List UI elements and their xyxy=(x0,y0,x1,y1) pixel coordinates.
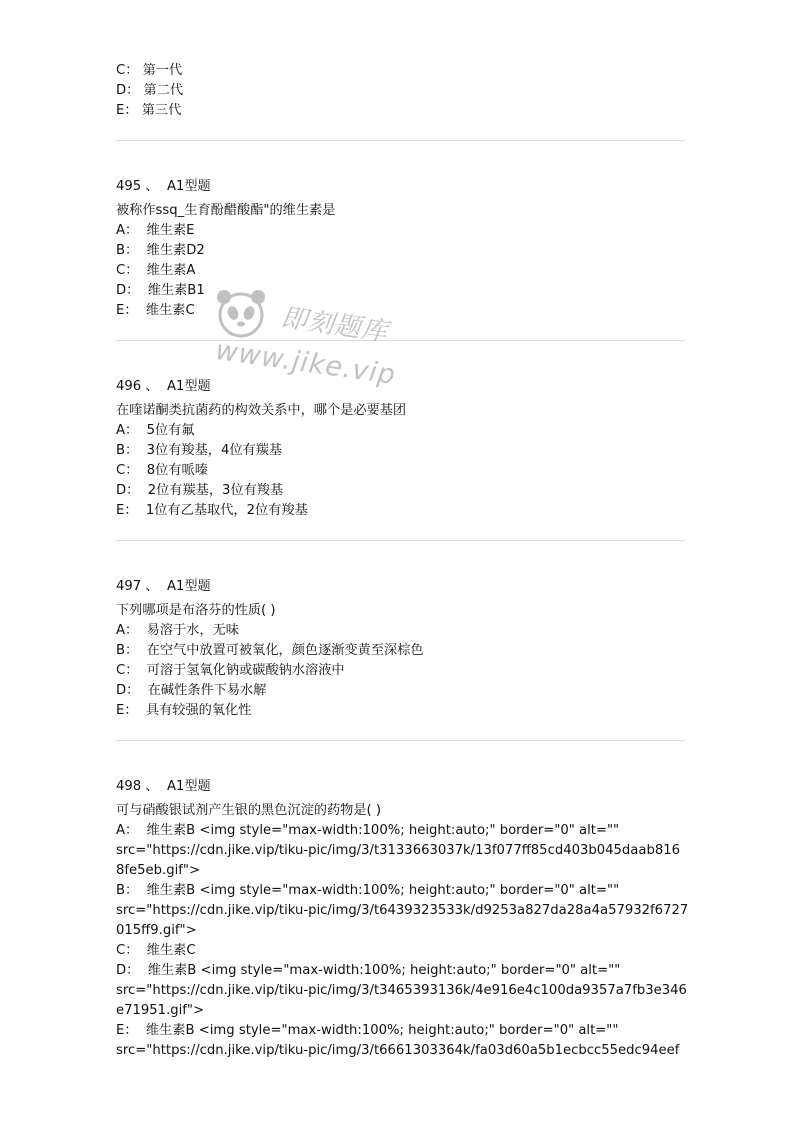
option-line: C： 第一代 xyxy=(116,63,183,78)
option-line: 8fe5eb.gif"> xyxy=(116,863,201,878)
option-line: A： 易溶于水，无味 xyxy=(116,623,239,638)
option-line: E： 维生素B <img style="max-width:100%; height:auto;" border="0" alt="" xyxy=(116,1023,619,1038)
watermark-brand: 即刻题库 xyxy=(278,302,391,348)
option-line: e71951.gif"> xyxy=(116,1003,205,1018)
question-header: 498 、 A1型题 xyxy=(116,779,211,794)
question-stem: 被称作ssq_生育酚醋酸酯"的维生素是 xyxy=(116,203,336,218)
question-stem: 可与硝酸银试剂产生银的黑色沉淀的药物是( ) xyxy=(116,803,382,818)
option-line: A： 维生素B <img style="max-width:100%; height:auto;" border="0" alt="" xyxy=(116,823,620,838)
option-line: E： 第三代 xyxy=(116,103,182,118)
option-line: C： 8位有哌嗪 xyxy=(116,463,208,478)
option-line: 015ff9.gif"> xyxy=(116,923,197,938)
option-line: B： 3位有羧基，4位有羰基 xyxy=(116,443,283,458)
divider xyxy=(116,140,685,141)
option-line: D： 第二代 xyxy=(116,83,184,98)
question-stem: 在喹诺酮类抗菌药的构效关系中，哪个是必要基团 xyxy=(116,403,407,418)
option-line: B： 维生素B <img style="max-width:100%; height:auto;" border="0" alt="" xyxy=(116,883,620,898)
option-line: C： 维生素C xyxy=(116,943,196,958)
option-line: A： 维生素E xyxy=(116,223,195,238)
option-line: B： 维生素D2 xyxy=(116,243,205,258)
option-line: E： 具有较强的氧化性 xyxy=(116,703,252,718)
option-line: src="https://cdn.jike.vip/tiku-pic/img/3/t3133663037k/13f077ff85cd403b045daab816 xyxy=(116,843,680,858)
watermark-url: www.jike.vip xyxy=(213,335,398,391)
option-line: D： 维生素B <img style="max-width:100%; height:auto;" border="0" alt="" xyxy=(116,963,621,978)
question-stem: 下列哪项是布洛芬的性质( ) xyxy=(116,603,276,618)
question-header: 495 、 A1型题 xyxy=(116,179,211,194)
divider xyxy=(116,540,685,541)
watermark xyxy=(210,285,440,405)
option-line: D： 在碱性条件下易水解 xyxy=(116,683,267,698)
option-line: E： 1位有乙基取代，2位有羧基 xyxy=(116,503,308,518)
option-line: A： 5位有氟 xyxy=(116,423,195,438)
divider xyxy=(116,740,685,741)
option-line: src="https://cdn.jike.vip/tiku-pic/img/3/t3465393136k/4e916e4c100da9357a7fb3e346 xyxy=(116,983,687,998)
option-line: B： 在空气中放置可被氧化，颜色逐渐变黄至深棕色 xyxy=(116,643,424,658)
question-header: 497 、 A1型题 xyxy=(116,579,211,594)
option-line: C： 维生素A xyxy=(116,263,196,278)
option-line: E： 维生素C xyxy=(116,303,195,318)
option-line: src="https://cdn.jike.vip/tiku-pic/img/3/t6661303364k/fa03d60a5b1ecbcc55edc94eef xyxy=(116,1043,680,1058)
option-line: D： 2位有羰基，3位有羧基 xyxy=(116,483,284,498)
option-line: src="https://cdn.jike.vip/tiku-pic/img/3/t6439323533k/d9253a827da28a4a57932f6727 xyxy=(116,903,689,918)
divider xyxy=(116,340,685,341)
option-line: C： 可溶于氢氧化钠或碳酸钠水溶液中 xyxy=(116,663,345,678)
panda-logo-icon xyxy=(212,287,270,339)
question-header: 496 、 A1型题 xyxy=(116,379,211,394)
option-line: D： 维生素B1 xyxy=(116,283,205,298)
